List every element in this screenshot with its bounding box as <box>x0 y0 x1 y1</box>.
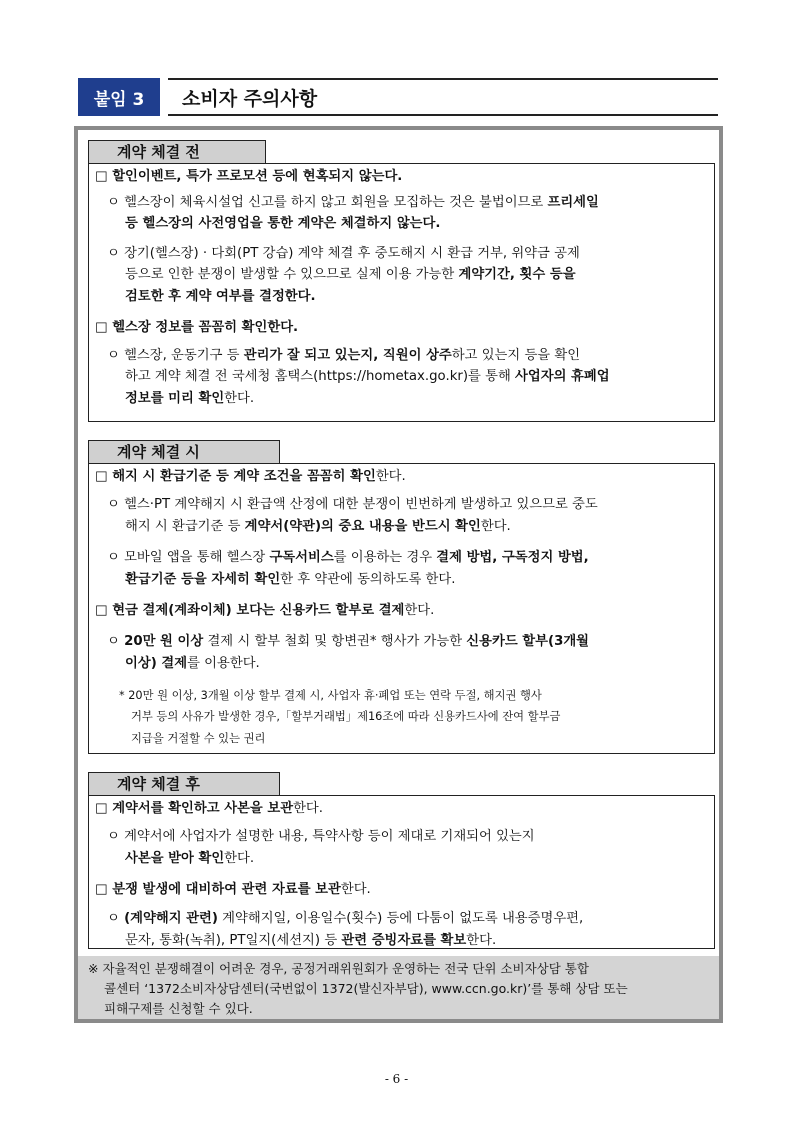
s3-check-2: □ 분쟁 발생에 대비하여 관련 자료를 보관한다. <box>95 882 371 897</box>
section-tab-at-contract: 계약 체결 시 <box>88 440 280 463</box>
attachment-header <box>78 78 718 116</box>
s1-bullet-3-line-1: ㅇ 헬스장, 운동기구 등 관리가 잘 되고 있는지, 직원이 상주하고 있는지 등을 확인 <box>107 348 581 363</box>
s2-footnote-line-3: 지급을 거절할 수 있는 권리 <box>131 732 266 745</box>
s1-check-1: □ 할인이벤트, 특가 프로모션 등에 현혹되지 않는다. <box>95 169 403 184</box>
s2-bullet-1-line-1: ㅇ 헬스·PT 계약해지 시 환급액 산정에 대한 분쟁이 빈번하게 발생하고 있으므로 중도 <box>107 497 598 512</box>
s2-footnote-line-2: 거부 등의 사유가 발생한 경우,「할부거래법」제16조에 따라 신용카드사에 잔여 할부금 <box>131 710 561 723</box>
section-at-contract <box>88 463 715 754</box>
s3-bullet-1-line-1: ㅇ 계약서에 사업자가 설명한 내용, 특약사항 등이 제대로 기재되어 있는지 <box>107 829 535 844</box>
s1-bullet-1-line-2: 등 헬스장의 사전영업을 통한 계약은 체결하지 않는다. <box>125 216 441 231</box>
s2-bullet-1-line-2: 해지 시 환급기준 등 계약서(약관)의 중요 내용을 반드시 확인한다. <box>125 519 511 534</box>
s3-bullet-2-line-2: 문자, 통화(녹취), PT일지(세션지) 등 관련 증빙자료를 확보한다. <box>125 933 497 948</box>
s2-check-1: □ 해지 시 환급기준 등 계약 조건을 꼼꼼히 확인한다. <box>95 469 406 484</box>
attachment-badge: 붙임 3 <box>78 78 160 116</box>
consumer-center-note <box>78 956 719 1019</box>
note-line-2: 콜센터 ‘1372소비자상담센터(국번없이 1372(발신자부담), www.ccn.go.kr)’를 통해 상담 또는 <box>104 981 628 996</box>
s1-bullet-3-line-3: 정보를 미리 확인한다. <box>125 391 255 406</box>
page-title: 소비자 주의사항 <box>182 88 318 110</box>
s2-footnote-line-1: * 20만 원 이상, 3개월 이상 할부 결제 시, 사업자 휴·폐업 또는 연락 두절, 해지권 행사 <box>119 689 542 702</box>
s2-bullet-3-line-1: ㅇ 20만 원 이상 결제 시 할부 철회 및 항변권* 행사가 가능한 신용카드 할부(3개월 <box>107 634 590 649</box>
header-rule-bottom <box>168 114 718 116</box>
section-tab-before-contract: 계약 체결 전 <box>88 140 266 163</box>
note-line-1: ※ 자율적인 분쟁해결이 어려운 경우, 공정거래위원회가 운영하는 전국 단위 소비자상담 통합 <box>88 961 589 976</box>
s2-bullet-2-line-2: 환급기준 등을 자세히 확인한 후 약관에 동의하도록 한다. <box>125 572 456 587</box>
s1-bullet-2-line-2: 등으로 인한 분쟁이 발생할 수 있으므로 실제 이용 가능한 계약기간, 횟수 등을 <box>125 267 576 282</box>
s1-check-2: □ 헬스장 정보를 꼼꼼히 확인한다. <box>95 320 299 335</box>
s1-bullet-3-line-2: 하고 계약 체결 전 국세청 홈택스(https://hometax.go.kr)를 통해 사업자의 휴폐업 <box>125 369 610 384</box>
s2-bullet-2-line-1: ㅇ 모바일 앱을 통해 헬스장 구독서비스를 이용하는 경우 결제 방법, 구독정지 방법, <box>107 550 589 565</box>
s3-bullet-2-line-1: ㅇ (계약해지 관련) 계약해지일, 이용일수(횟수) 등에 다툼이 없도록 내용증명우편, <box>107 911 584 926</box>
header-rule-top <box>168 78 718 80</box>
section-tab-after-contract: 계약 체결 후 <box>88 772 280 795</box>
s1-bullet-2-line-3: 검토한 후 계약 여부를 결정한다. <box>125 289 316 304</box>
s1-bullet-1-line-1: ㅇ 헬스장이 체육시설업 신고를 하지 않고 회원을 모집하는 것은 불법이므로 프리세일 <box>107 195 599 210</box>
note-line-3: 피해구제를 신청할 수 있다. <box>104 1001 253 1016</box>
s2-bullet-3-line-2: 이상) 결제를 이용한다. <box>125 656 260 671</box>
s1-bullet-2-line-1: ㅇ 장기(헬스장) · 다회(PT 강습) 계약 체결 후 중도해지 시 환급 거부, 위약금 공제 <box>107 246 580 261</box>
s3-bullet-1-line-2: 사본을 받아 확인한다. <box>125 851 255 866</box>
s3-check-1: □ 계약서를 확인하고 사본을 보관한다. <box>95 801 323 816</box>
s2-check-2: □ 현금 결제(계좌이체) 보다는 신용카드 할부로 결제한다. <box>95 603 435 618</box>
section-before-contract <box>88 163 715 422</box>
section-after-contract <box>88 795 715 949</box>
content-frame <box>74 126 723 1023</box>
page-number: - 6 - <box>384 1072 409 1086</box>
